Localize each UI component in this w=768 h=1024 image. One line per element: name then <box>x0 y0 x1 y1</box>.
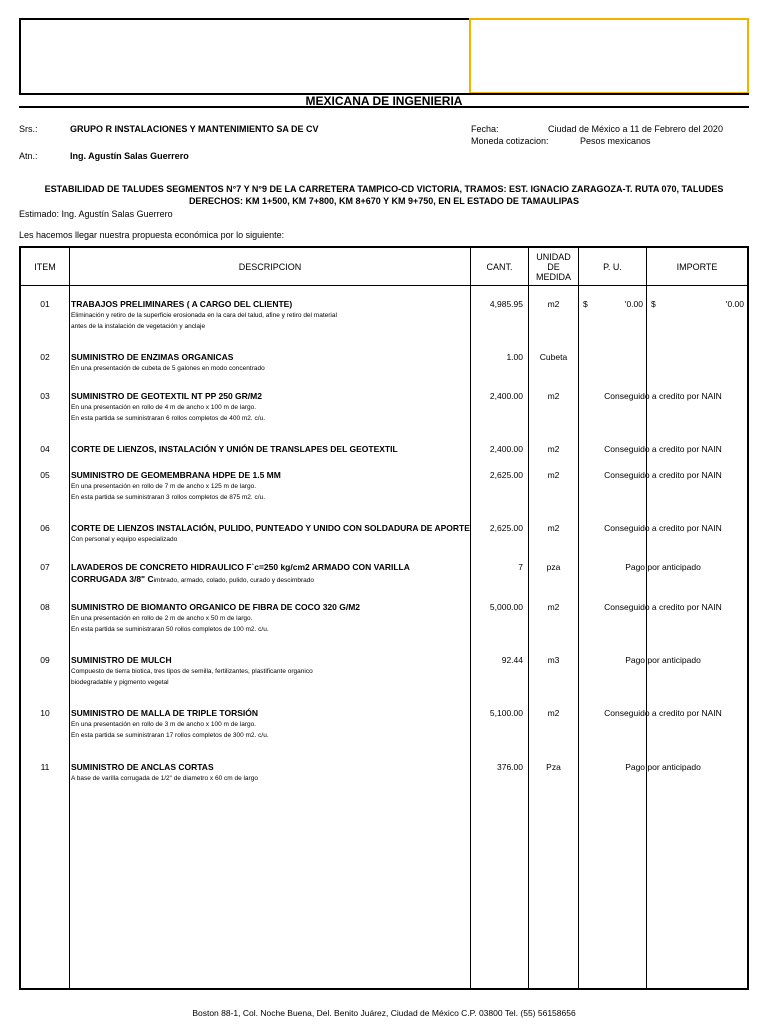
item-description <box>71 351 469 374</box>
item-number: 10 <box>40 708 50 718</box>
pu-currency: $ <box>583 299 588 309</box>
item-detail-line: biodegradable y pigmento vegetal <box>71 679 169 686</box>
item-quantity: 2,625.00 <box>489 523 523 533</box>
item-number: 01 <box>40 299 50 309</box>
importe-currency: $ <box>651 299 656 309</box>
header-divider <box>21 285 747 286</box>
item-title: TRABAJOS PRELIMINARES ( A CARGO DEL CLIENTE) <box>71 299 293 309</box>
item-title: SUMINISTRO DE GEOMEMBRANA HDPE DE 1.5 MM <box>71 470 281 480</box>
item-unit: m2 <box>547 391 560 401</box>
payment-note: Conseguido a credito por NAIN <box>604 602 722 612</box>
moneda-label: Moneda cotizacion: <box>471 136 549 146</box>
header-descripcion: DESCRIPCION <box>238 261 302 272</box>
item-detail-line: Compuesto de tierra biotica, tres tipos de semilla, fertilizantes, plastificante organico <box>71 668 313 675</box>
item-description <box>71 390 469 424</box>
item-title: CORTE DE LIENZOS, INSTALACIÓN Y UNIÓN DE TRANSLAPES DEL GEOTEXTIL <box>71 444 398 454</box>
item-title-part: CORRUGADA 3/8" C <box>71 574 154 584</box>
item-detail-line: En esta partida se suministraran 3 rollos completos de 875 m2. c/u. <box>71 494 266 501</box>
item-detail-line: En esta partida se suministraran 50 rollos completos de 100 m2. c/u. <box>71 626 269 633</box>
item-title: SUMINISTRO DE GEOTEXTIL NT PP 250 GR/M2 <box>71 391 262 401</box>
col-divider-pu <box>646 248 647 988</box>
quote-table <box>19 246 749 990</box>
item-number: 04 <box>40 444 50 454</box>
item-detail-line: En una presentación en rollo de 4 m de ancho x 100 m de largo. <box>71 404 257 411</box>
srs-label: Srs.: <box>19 124 38 134</box>
item-number: 08 <box>40 602 50 612</box>
item-title: SUMINISTRO DE ANCLAS CORTAS <box>71 762 214 772</box>
item-unit: m2 <box>547 299 560 309</box>
item-unit: Cubeta <box>539 352 568 362</box>
item-quantity: 7 <box>518 562 523 572</box>
srs-value: GRUPO R INSTALACIONES Y MANTENIMIENTO SA DE CV <box>70 124 319 134</box>
item-quantity: 5,100.00 <box>489 708 523 718</box>
atn-label: Atn.: <box>19 151 38 161</box>
item-title: SUMINISTRO DE BIOMANTO ORGANICO DE FIBRA DE COCO 320 G/M2 <box>71 602 361 612</box>
item-description <box>71 469 469 503</box>
item-number: 05 <box>40 470 50 480</box>
importe-value: '0.00 <box>725 299 744 309</box>
item-unit: m2 <box>547 444 560 454</box>
footer-address: Boston 88-1, Col. Noche Buena, Del. Benito Juárez, Ciudad de México C.P. 03800 Tel. (55) 56158656 <box>192 1008 576 1018</box>
header-cant: CANT. <box>486 261 513 272</box>
col-divider-item <box>69 248 70 988</box>
pu-value: '0.00 <box>624 299 643 309</box>
item-detail-line: En esta partida se suministraran 6 rollos completos de 400 m2. c/u. <box>71 415 266 422</box>
item-number: 03 <box>40 391 50 401</box>
item-quantity: 2,625.00 <box>489 470 523 480</box>
item-detail-line: A base de varilla corrugada de 1/2" de diametro x 60 cm de largo <box>71 775 258 782</box>
fecha-value: Ciudad de México a 11 de Febrero del 2020 <box>548 124 723 134</box>
item-number: 11 <box>40 762 50 772</box>
col-divider-unit <box>578 248 579 988</box>
estimado-line: Estimado: Ing. Agustín Salas Guerrero <box>19 209 173 219</box>
item-unit: pza <box>546 562 561 572</box>
item-detail-line: Eliminación y retiro de la superficie erosionada en la cara del talud, afine y retiro del material <box>71 312 337 319</box>
item-title: SUMINISTRO DE MALLA DE TRIPLE TORSIÓN <box>71 708 259 718</box>
logo-placeholder <box>469 18 749 94</box>
item-quantity: 2,400.00 <box>489 444 523 454</box>
item-detail-line: Con personal y equipo especializado <box>71 536 178 543</box>
company-name: MEXICANA DE INGENIERIA <box>19 93 749 108</box>
item-quantity: 1.00 <box>506 352 523 362</box>
header-pu: P. U. <box>603 261 622 272</box>
item-detail-line: antes de la instalación de vegetación y anclaje <box>71 323 206 330</box>
item-quantity: 92.44 <box>501 655 523 665</box>
item-number: 07 <box>40 562 50 572</box>
item-unit: Pza <box>546 762 561 772</box>
item-description <box>71 443 469 455</box>
item-unit: m2 <box>547 602 560 612</box>
item-description <box>71 522 469 545</box>
payment-note: Pago por anticipado <box>625 655 701 665</box>
item-detail-line: En esta partida se suministraran 17 rollos completos de 300 m2. c/u. <box>71 732 269 739</box>
header-unidad: UNIDAD DE MEDIDA <box>536 251 572 282</box>
payment-note: Pago por anticipado <box>625 562 701 572</box>
atn-value: Ing. Agustín Salas Guerrero <box>70 151 189 161</box>
item-quantity: 5,000.00 <box>489 602 523 612</box>
item-description <box>71 761 469 784</box>
item-unit: m2 <box>547 470 560 480</box>
item-unit: m2 <box>547 708 560 718</box>
intro-line: Les hacemos llegar nuestra propuesta económica por lo siguiente: <box>19 230 285 240</box>
item-number: 06 <box>40 523 50 533</box>
item-detail-line: En una presentación de cubeta de 5 galones en modo concentrado <box>71 365 265 372</box>
item-unit: m3 <box>547 655 560 665</box>
moneda-value: Pesos mexicanos <box>580 136 651 146</box>
item-quantity: 4,985.95 <box>489 299 523 309</box>
item-unit: m2 <box>547 523 560 533</box>
item-description <box>71 601 469 635</box>
payment-note: Conseguido a credito por NAIN <box>604 470 722 480</box>
header-item: ITEM <box>34 261 56 272</box>
item-quantity: 376.00 <box>497 762 523 772</box>
item-title: LAVADEROS DE CONCRETO HIDRAULICO F`c=250 kg/cm2 ARMADO CON VARILLA <box>71 562 410 572</box>
payment-note: Conseguido a credito por NAIN <box>604 444 722 454</box>
item-title: CORTE DE LIENZOS INSTALACIÓN, PULIDO, PUNTEADO Y UNIDO CON SOLDADURA DE APORTE <box>71 523 470 533</box>
item-title: SUMINISTRO DE MULCH <box>71 655 172 665</box>
item-title-continued <box>71 573 469 586</box>
item-quantity: 2,400.00 <box>489 391 523 401</box>
payment-note: Conseguido a credito por NAIN <box>604 391 722 401</box>
item-description <box>71 561 469 586</box>
payment-note: Conseguido a credito por NAIN <box>604 523 722 533</box>
project-title-line1: ESTABILIDAD DE TALUDES SEGMENTOS N°7 Y N°9 DE LA CARRETERA TAMPICO-CD VICTORIA, TRAMOS: EST. IGNACIO ZARAGOZA-T. RUTA 070, TALUDES <box>44 184 724 194</box>
header-importe: IMPORTE <box>676 261 718 272</box>
item-description <box>71 298 469 332</box>
item-title: SUMINISTRO DE ENZIMAS ORGANICAS <box>71 352 234 362</box>
item-detail-line: En una presentación en rollo de 3 m de ancho x 100 m de largo. <box>71 721 257 728</box>
item-detail-line: En una presentación en rollo de 7 m de ancho x 125 m de largo. <box>71 483 257 490</box>
project-title <box>19 183 749 207</box>
item-description <box>71 654 469 688</box>
fecha-label: Fecha: <box>471 124 499 134</box>
item-detail-line: En una presentación en rollo de 2 m de ancho x 50 m de largo. <box>71 615 253 622</box>
item-title-detail: imbrado, armado, colado, pulido, curado y descimbrado <box>153 577 315 584</box>
payment-note: Conseguido a credito por NAIN <box>604 708 722 718</box>
item-description <box>71 707 469 741</box>
project-title-line2: DERECHOS: KM 1+500, KM 7+800, KM 8+670 Y KM 9+750, EN EL ESTADO DE TAMAULIPAS <box>188 196 580 206</box>
payment-note: Pago por anticipado <box>625 762 701 772</box>
item-number: 09 <box>40 655 50 665</box>
item-number: 02 <box>40 352 50 362</box>
